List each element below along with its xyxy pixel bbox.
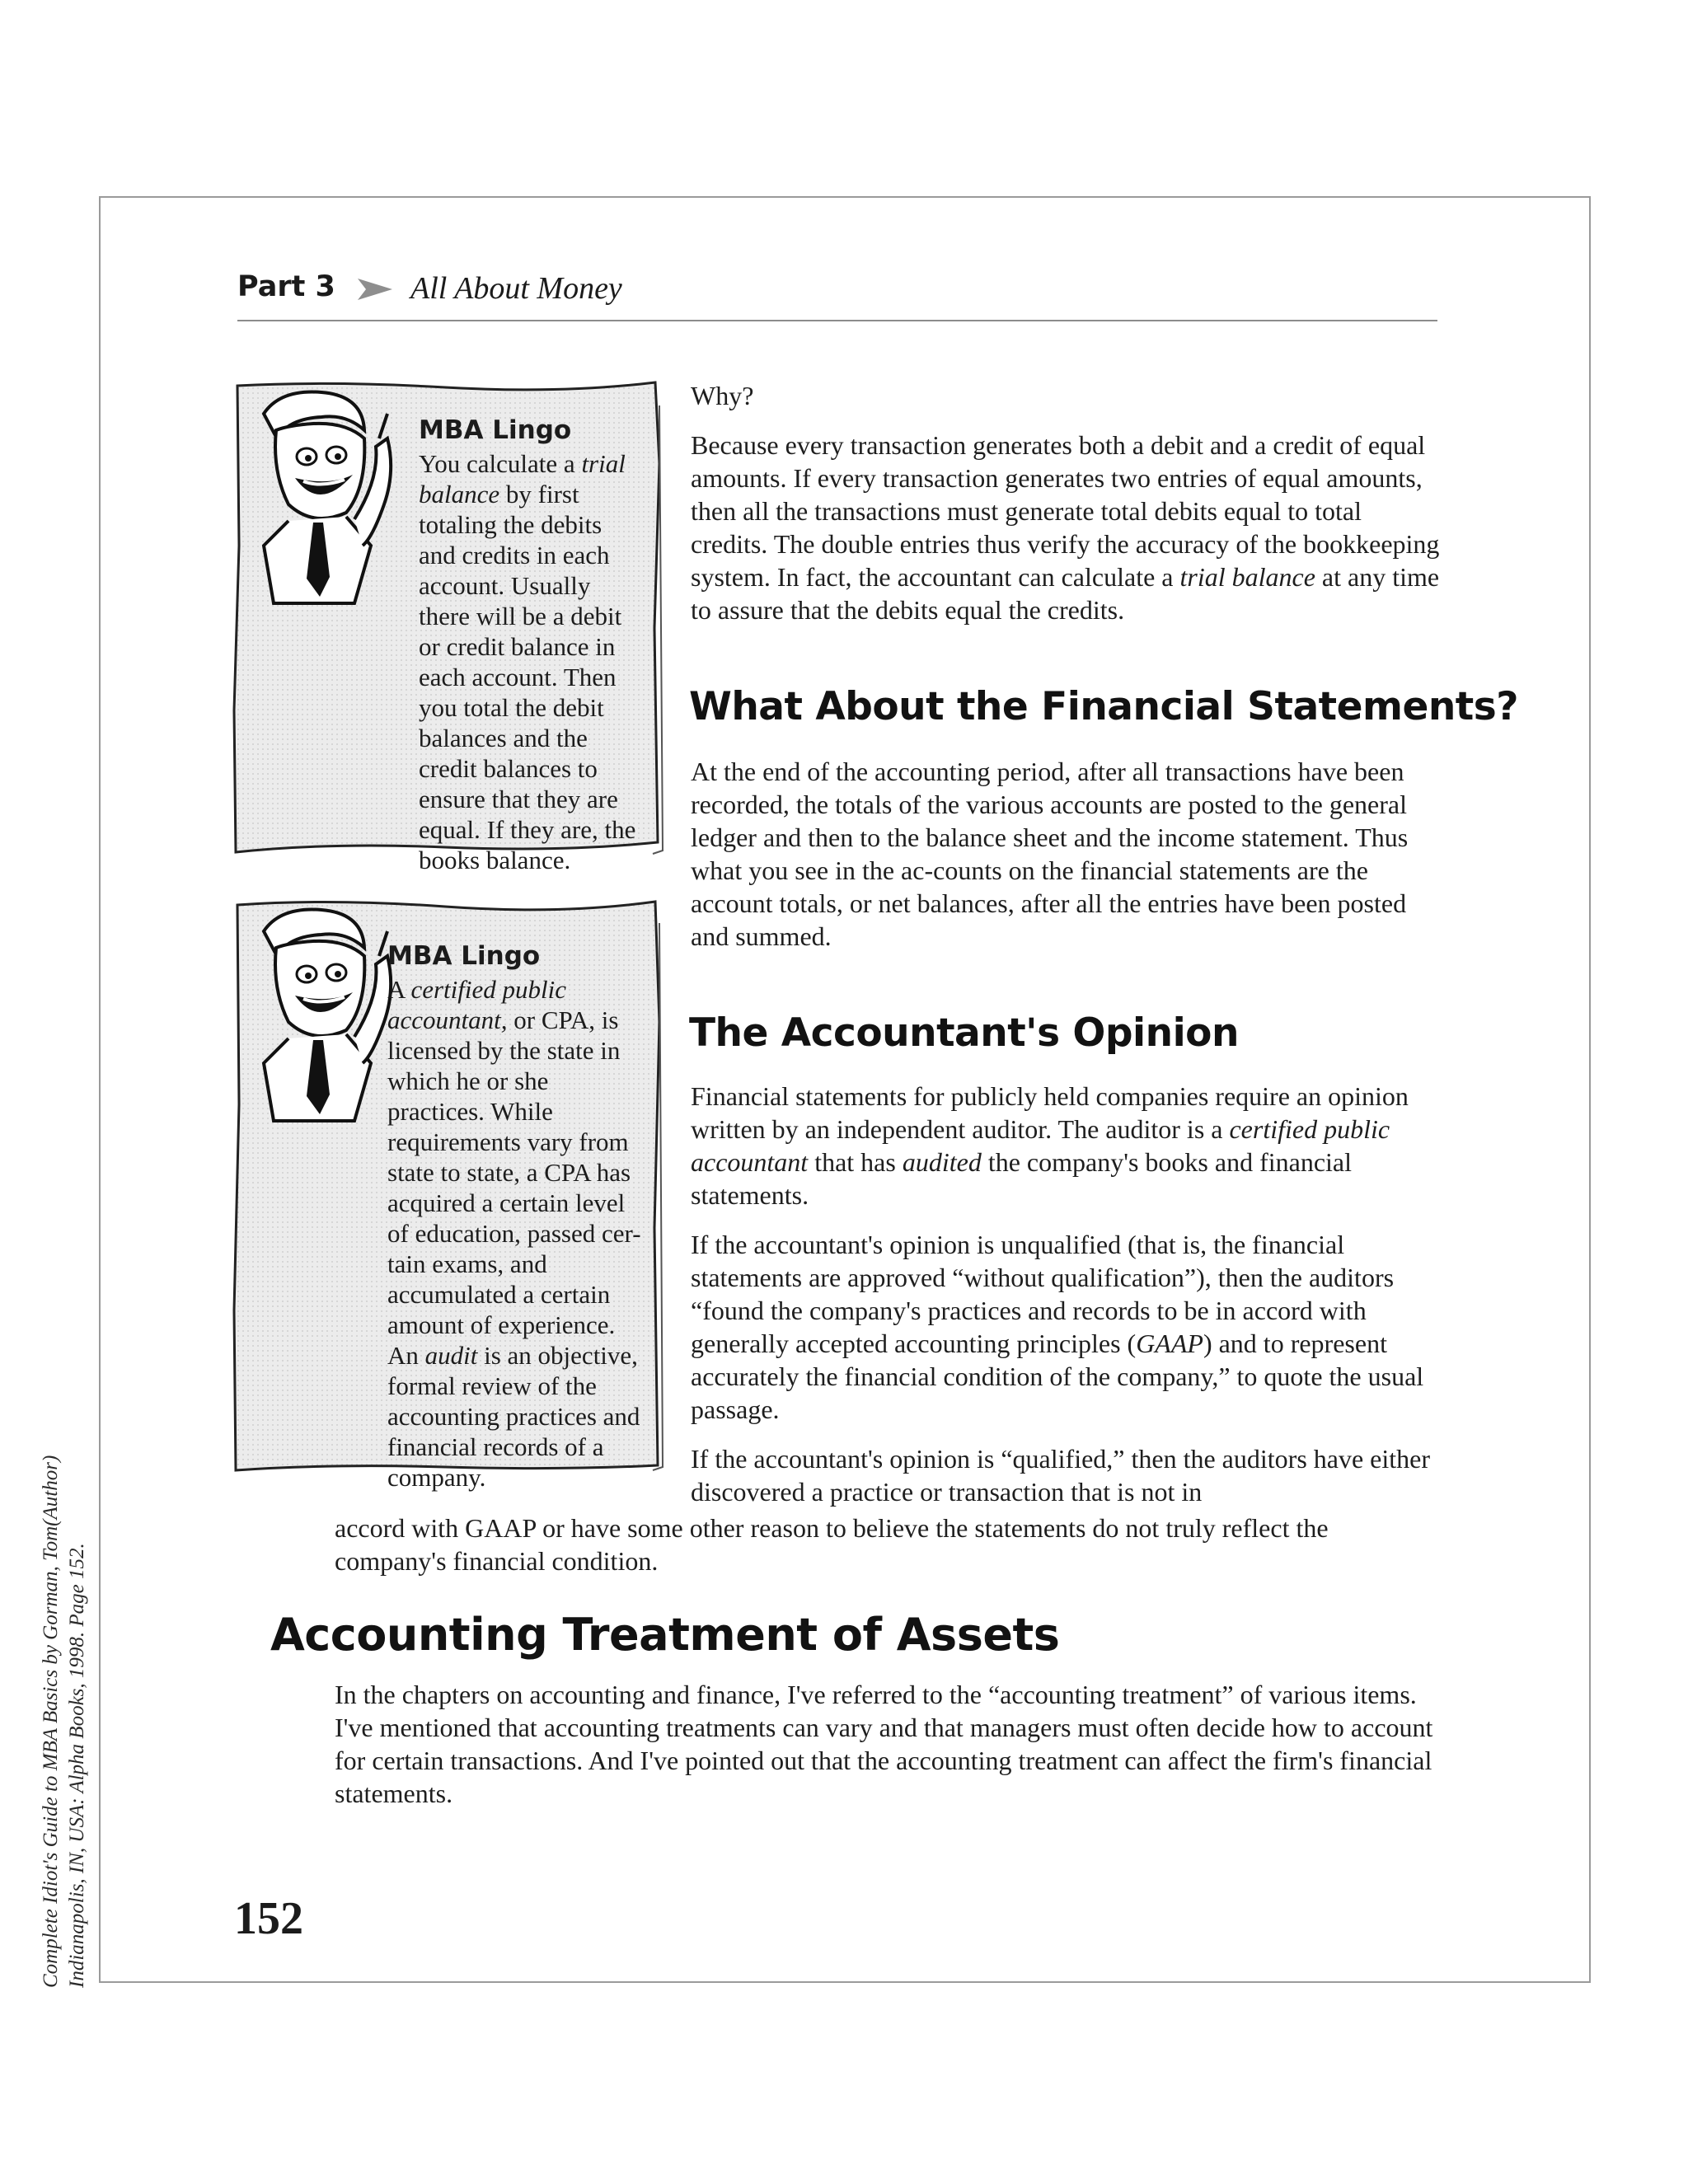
- sidebar-term: certified public accountant,: [387, 975, 566, 1034]
- side-citation: [38, 1361, 91, 1988]
- paragraph-auditor: [691, 1080, 1441, 1212]
- sidebar-text-part: by first totaling the debits and credits in each account. Usually there will be a debit or credit balance in each account. Then you total the debit balances and the credit balances to ensure that they are equal. If they are, the books balance.: [419, 480, 636, 874]
- text-run: the company's books and financial statements.: [691, 1147, 1353, 1210]
- sidebar-text-part: is an objective, formal review of the accounting practices and financial records of a company.: [387, 1341, 640, 1492]
- body-column-top: [691, 379, 1441, 643]
- chapter-title: All About Money: [410, 271, 622, 306]
- text-run: Because every transaction generates both a debit and a credit of equal amounts. If every transaction generates two entries of equal amounts, then all the transactions must generate total debits equal to total credits. The double entries thus verify the accuracy of the bookkeeping system. In fact, the accountant can calculate a: [691, 430, 1440, 592]
- sidebar-heading: MBA Lingo: [419, 415, 572, 445]
- sidebar-term: trial balance: [419, 449, 626, 509]
- mba-lingo-sidebar-1: [231, 381, 668, 874]
- sidebar-body: [231, 974, 643, 1493]
- paragraph-unqualified: [691, 1228, 1441, 1426]
- text-run: that has: [808, 1147, 903, 1177]
- term: certified public accountant: [691, 1114, 1390, 1177]
- body-wide-qualified: [335, 1511, 1439, 1577]
- sidebar-heading: MBA Lingo: [387, 941, 541, 971]
- text-run: at any time to assure that the debits equal the credits.: [691, 562, 1440, 625]
- page-number: 152: [234, 1893, 303, 1944]
- paragraph-double-entry: [691, 429, 1441, 626]
- heading-financial-statements: What About the Financial Statements?: [689, 684, 1519, 729]
- citation-line-2: Indianapolis, IN, USA: Alpha Books, 1998. Page 152.: [66, 1543, 88, 1988]
- paragraph-qualified-start: If the accountant's opinion is “qualified,” then the auditors have either discovered a practice or transaction that is not in: [691, 1444, 1431, 1507]
- part-label: Part 3: [237, 270, 335, 303]
- citation-line-1: Complete Idiot's Guide to MBA Basics by Gorman, Tom(Author): [40, 1455, 62, 1988]
- body-wide-assets: [335, 1678, 1439, 1810]
- paragraph-qualified-end: accord with GAAP or have some other reason to believe the statements do not truly reflect the company's financial condition.: [335, 1513, 1329, 1576]
- paragraph-financial-statements: At the end of the accounting period, after all transactions have been recorded, the totals of the various accounts are posted to the general ledger and then to the balance sheet and the income statement. Thus what you see in the ac-counts on the financial statements are the account totals, or net balances, after all the entries have been posted and summed.: [691, 757, 1409, 951]
- arrow-right-icon: [356, 277, 394, 302]
- running-head: [237, 265, 1437, 321]
- sidebar-text-part: You calculate a: [419, 449, 582, 478]
- sidebar-term: audit: [424, 1341, 478, 1370]
- sidebar-text-part: or CPA, is licensed by the state in which he or she practices. While requirements vary from state to state, a CPA has acquired a certain level of education, passed cer-tain exams, and accumulated a certain amount of experience. An: [387, 1005, 641, 1370]
- paragraph-why: Why?: [691, 381, 754, 410]
- heading-accountants-opinion: The Accountant's Opinion: [689, 1010, 1239, 1056]
- body-column-financial: [691, 755, 1441, 969]
- text-run: If the accountant's opinion is unqualified (that is, the financial statements are approved “without qualification”), then the auditors “found the company's practices and records to be in accord with generally accepted accounting principles (: [691, 1230, 1395, 1358]
- text-run: Financial statements for publicly held companies require an opinion written by an independent auditor. The auditor is a: [691, 1081, 1409, 1144]
- sidebar-text-part: A: [387, 975, 411, 1004]
- term: audited: [902, 1147, 982, 1177]
- sidebar-body: [231, 448, 643, 875]
- paragraph-accounting-treatment: In the chapters on accounting and finance, I've referred to the “accounting treatment” of various items. I've mentioned that accounting treatments can vary and that managers must often decide how to account for certain transactions. And I've pointed out that the accounting treatment can affect the firm's financial statements.: [335, 1680, 1433, 1808]
- mba-lingo-sidebar-2: [231, 898, 668, 1492]
- body-column-opinion: [691, 1080, 1441, 1508]
- sidebar-text: [231, 940, 643, 1493]
- heading-accounting-treatment: Accounting Treatment of Assets: [270, 1609, 1060, 1661]
- term: trial balance: [1179, 562, 1315, 592]
- text-run: ) and to represent accurately the financial condition of the company,” to quote the usual passage.: [691, 1329, 1424, 1424]
- term: GAAP: [1136, 1329, 1203, 1358]
- sidebar-text: [231, 414, 643, 875]
